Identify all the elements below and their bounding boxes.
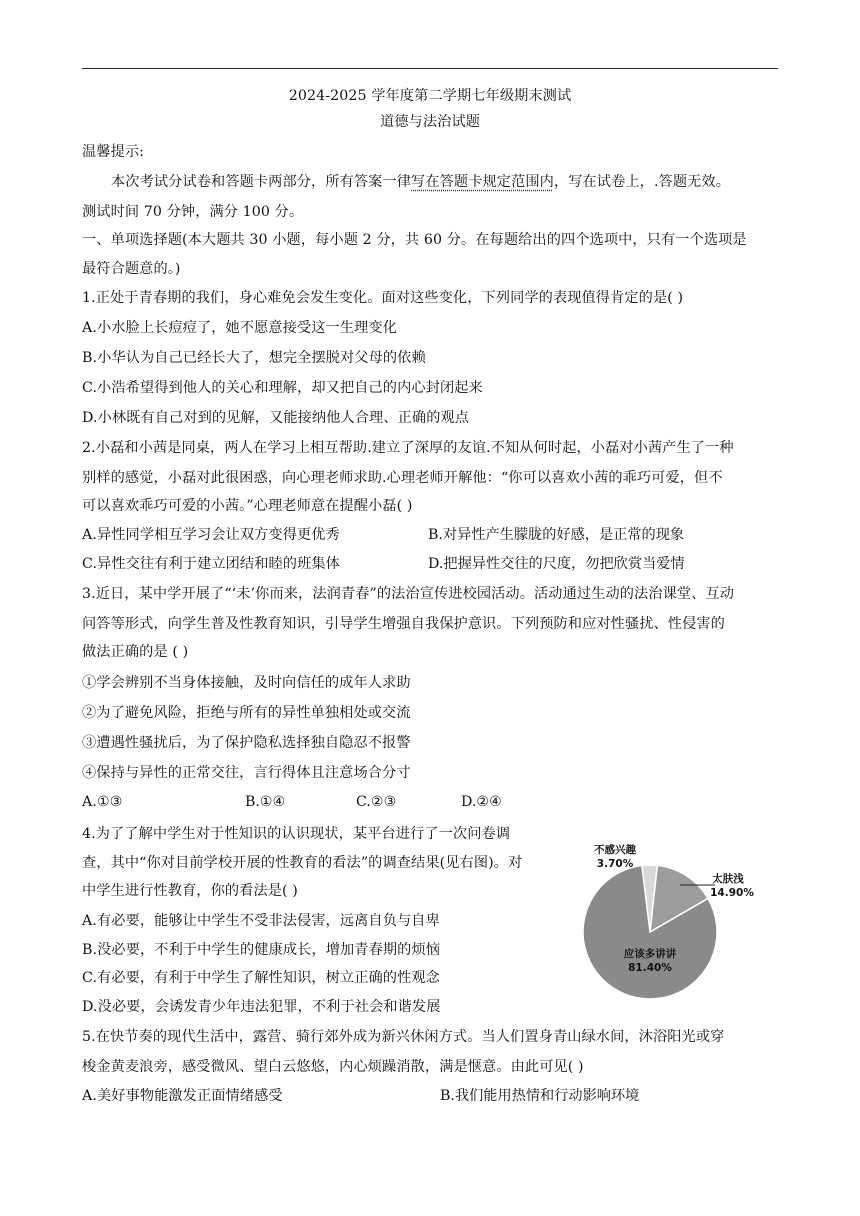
q2-option-d: D.把握异性交往的尺度，勿把欣赏当爱情: [428, 556, 685, 572]
section-heading-1: 一、单项选择题(本大题共 30 小题，每小题 2 分，共 60 分。在每题给出的四个选项中，只有一个选项是: [82, 232, 747, 248]
q1-option-c: C.小浩希望得到他人的关心和理解，却又把自己的内心封闭起来: [82, 380, 483, 396]
q3-stem-1: 3.近日，某中学开展了“‘未’你而来，法润青春”的法治宣传进校园活动。活动通过生动的法治课堂、互动: [82, 586, 735, 602]
q1-option-b: B.小华认为自己已经长大了，想完全摆脱对父母的依赖: [82, 350, 426, 366]
q2-stem-1: 2.小磊和小茜是同桌，两人在学习上相互帮助.建立了深厚的友谊.不知从何时起，小磊对小茜产生了一种: [82, 440, 734, 456]
q3-item-3: ③遭遇性骚扰后，为了保护隐私选择独自隐忍不报警: [82, 735, 411, 751]
exam-title: 2024-2025 学年度第二学期七年级期末测试: [288, 88, 572, 104]
q3-option-c: C.②③: [356, 794, 397, 810]
pie-label-not-interested: 不感兴趣: [594, 844, 636, 856]
pie-value-not-interested: 3.70%: [596, 858, 634, 870]
q3-option-d: D.②④: [461, 794, 502, 810]
notice-text-2: 测试时间 70 分钟，满分 100 分。: [82, 204, 304, 220]
q4-option-d: D.没必要，会诱发青少年违法犯罪，不利于社会和谐发展: [82, 999, 441, 1015]
exam-subtitle: 道德与法治试题: [379, 114, 480, 130]
q1-stem: 1.正处于青春期的我们，身心难免会发生变化。面对这些变化，下列同学的表现值得肯定的是( ): [82, 290, 684, 306]
pie-label-shallow: 太肤浅: [712, 873, 744, 885]
q4-option-c: C.有必要，有利于中学生了解性知识，树立正确的性观念: [82, 970, 440, 986]
q1-option-d: D.小林既有自己对到的见解，又能接纳他人合理、正确的观点: [82, 410, 470, 426]
q3-item-2: ②为了避免风险，拒绝与所有的异性单独相处或交流: [82, 705, 411, 721]
q4-stem-2: 查，其中“你对目前学校开展的性教育的看法”的调查结果(见右图)。对: [82, 855, 523, 871]
top-rule: [82, 68, 778, 69]
q4-stem-1: 4.为了了解中学生对于性知识的认识现状，某平台进行了一次问卷调: [82, 826, 511, 842]
q5-option-a: A.美好事物能激发正面情绪感受: [82, 1088, 283, 1104]
section-heading-2: 最符合题意的。): [82, 261, 181, 277]
q3-item-1: ①学会辨别不当身体接触，及时向信任的成年人求助: [82, 675, 411, 691]
survey-pie-chart: [560, 830, 780, 1010]
pie-label-should-teach: 应该多讲讲: [623, 948, 677, 960]
q5-option-b: B.我们能用热情和行动影响环境: [440, 1088, 640, 1104]
q2-stem-3: 可以喜欢乖巧可爱的小茜。”心理老师意在提醒小磊( ): [82, 498, 413, 514]
q3-stem-2: 问答等形式，向学生普及性教育知识，引导学生增强自我保护意识。下列预防和应对性骚扰、性侵害的: [82, 616, 725, 632]
q5-stem-1: 5.在快节奏的现代生活中，露营、骑行郊外成为新兴休闲方式。当人们置身青山绿水间，沐浴阳光或穿: [82, 1029, 725, 1045]
q4-option-b: B.没必要，不利于中学生的健康成长，增加青春期的烦恼: [82, 942, 441, 958]
pie-value-shallow: 14.90%: [710, 887, 754, 899]
q3-option-a: A.①③: [82, 794, 123, 810]
q3-item-4: ④保持与异性的正常交往，言行得体且注意场合分寸: [82, 765, 411, 781]
q2-option-a: A.异性同学相互学习会让双方变得更优秀: [82, 527, 340, 543]
q1-option-a: A.小水脸上长痘痘了，她不愿意接受这一生理变化: [82, 320, 397, 336]
notice-label: 温馨提示:: [82, 144, 145, 160]
q2-option-c: C.异性交往有利于建立团结和睦的班集体: [82, 556, 340, 572]
q2-option-b: B.对异性产生朦胧的好感，是正常的现象: [428, 527, 685, 543]
q4-stem-3: 中学生进行性教育，你的看法是( ): [82, 883, 298, 899]
notice-text-1: 本次考试分试卷和答题卡两部分，所有答案一律写在答题卡规定范围内，写在试卷上，.答题无效。: [111, 174, 730, 190]
q4-option-a: A.有必要，能够让中学生不受非法侵害，远离自负与自卑: [82, 913, 440, 929]
q3-option-b: B.①④: [245, 794, 286, 810]
q2-stem-2: 别样的感觉，小磊对此很困惑，向心理老师求助.心理老师开解他：“你可以喜欢小茜的乖巧可爱，但不: [82, 470, 723, 486]
q3-stem-3: 做法正确的是 ( ): [82, 644, 189, 660]
pie-value-should-teach: 81.40%: [628, 962, 672, 974]
q5-stem-2: 梭金黄麦浪旁，感受微风、望白云悠悠，内心烦躁消散，满是惬意。由此可见( ): [82, 1059, 584, 1075]
